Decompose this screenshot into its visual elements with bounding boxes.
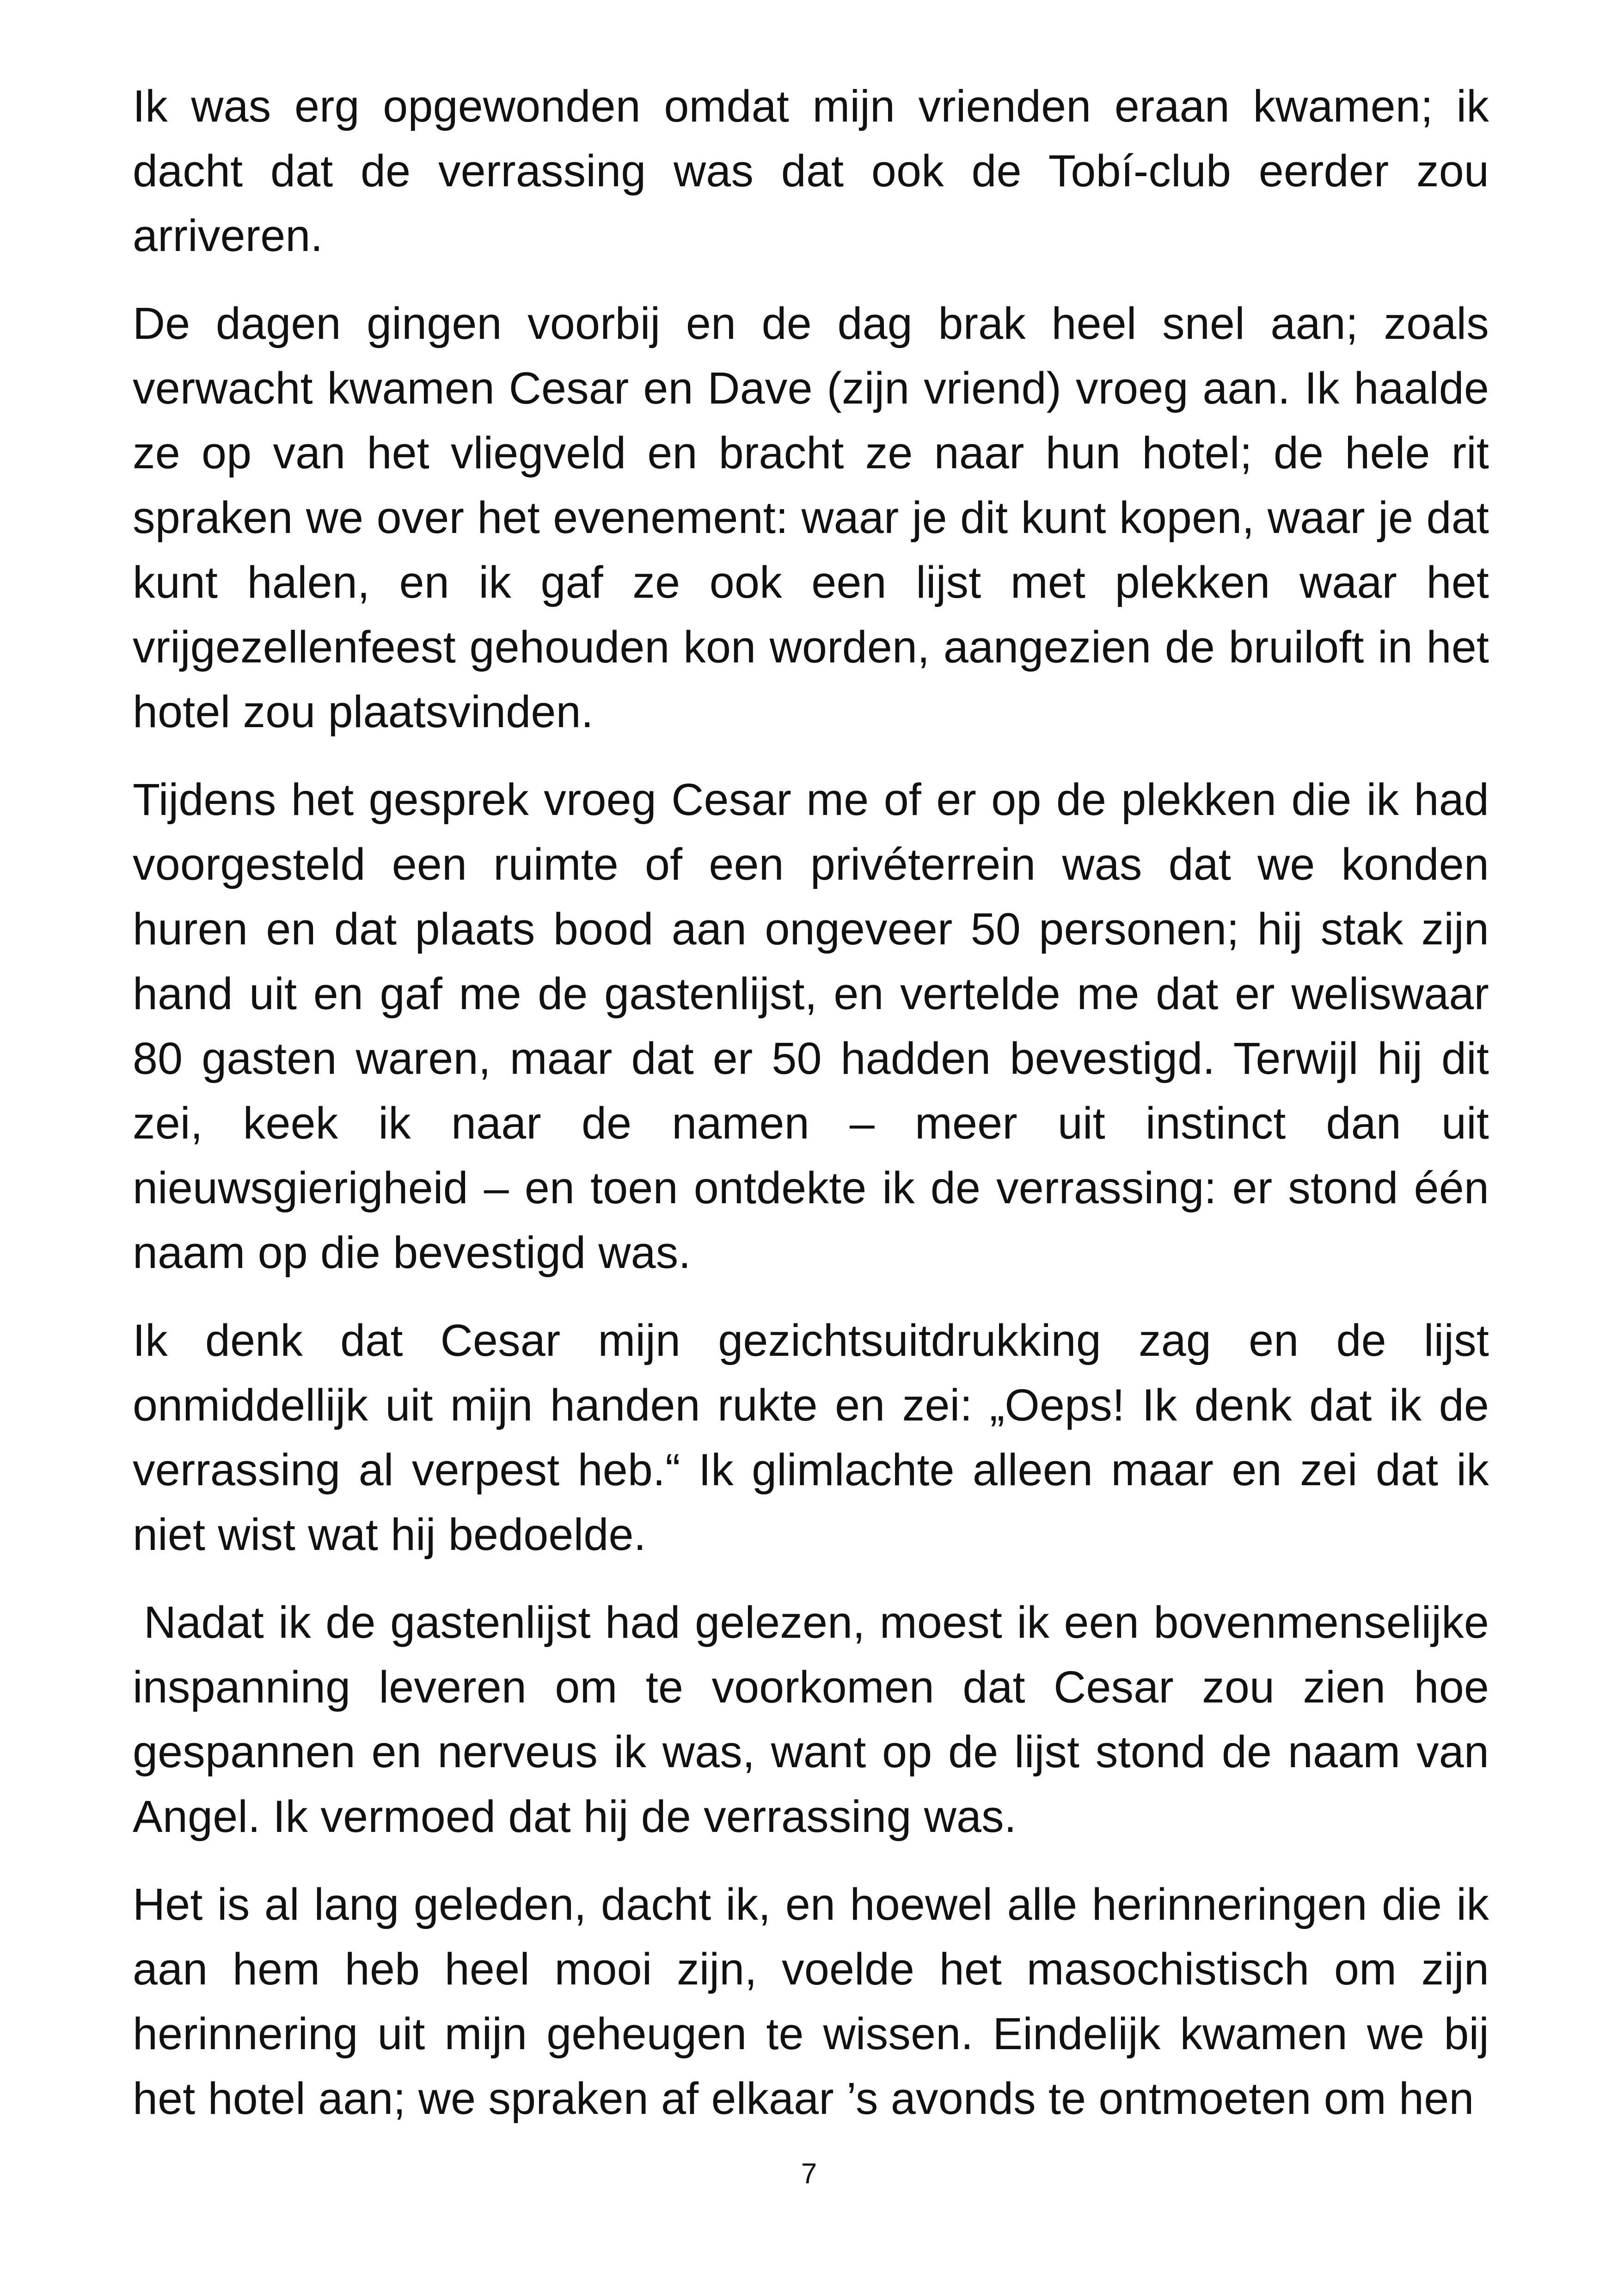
paragraph-4: Ik denk dat Cesar mijn gezichtsuitdrukking zag en de lijst onmiddellijk uit mijn handen rukte en zei: „Oeps! Ik denk dat ik de verrassing al verpest heb.“ Ik glimlachte alleen maar en zei dat ik niet wist wat hij bedoelde. (133, 1315, 1489, 1560)
paragraph-6: Het is al lang geleden, dacht ik, en hoewel alle herinneringen die ik aan hem heb heel mooi zijn, voelde het masochistisch om zijn herinnering uit mijn geheugen te wissen. Eindelijk kwamen we bij het hotel aan; we spraken af elkaar ’s avonds te ontmoeten om hen (133, 1879, 1489, 2124)
paragraph-5: Nadat ik de gastenlijst had gelezen, moest ik een bovenmenselijke inspanning leveren om te voorkomen dat Cesar zou zien hoe gespannen en nerveus ik was, want op de lijst stond de naam van Angel. Ik vermoed dat hij de verrassing was. (133, 1597, 1489, 1842)
paragraph-2: De dagen gingen voorbij en de dag brak heel snel aan; zoals verwacht kwamen Cesar en Dave (zijn vriend) vroeg aan. Ik haalde ze op van het vliegveld en bracht ze naar hun hotel; de hele rit spraken we over het evenement: waar je dit kunt kopen, waar je dat kunt halen, en ik gaf ze ook een lijst met plekken waar het vrijgezellenfeest gehouden kon worden, aangezien de bruiloft in het hotel zou plaatsvinden. (133, 298, 1489, 737)
page-number: 7 (801, 2158, 817, 2190)
paragraph-1: Ik was erg opgewonden omdat mijn vrienden eraan kwamen; ik dacht dat de verrassing was dat ook de Tobí-club eerder zou arriveren. (133, 81, 1489, 261)
document-body (133, 74, 1489, 2154)
paragraph-3: Tijdens het gesprek vroeg Cesar me of er op de plekken die ik had voorgesteld een ruimte of een privéterrein was dat we konden huren en dat plaats bood aan ongeveer 50 personen; hij stak zijn hand uit en gaf me de gastenlijst, en vertelde me dat er weliswaar 80 gasten waren, maar dat er 50 hadden bevestigd. Terwijl hij dit zei, keek ik naar de namen – meer uit instinct dan uit nieuwsgierigheid – en toen ontdekte ik de verrassing: er stond één naam op die bevestigd was. (133, 774, 1489, 1278)
